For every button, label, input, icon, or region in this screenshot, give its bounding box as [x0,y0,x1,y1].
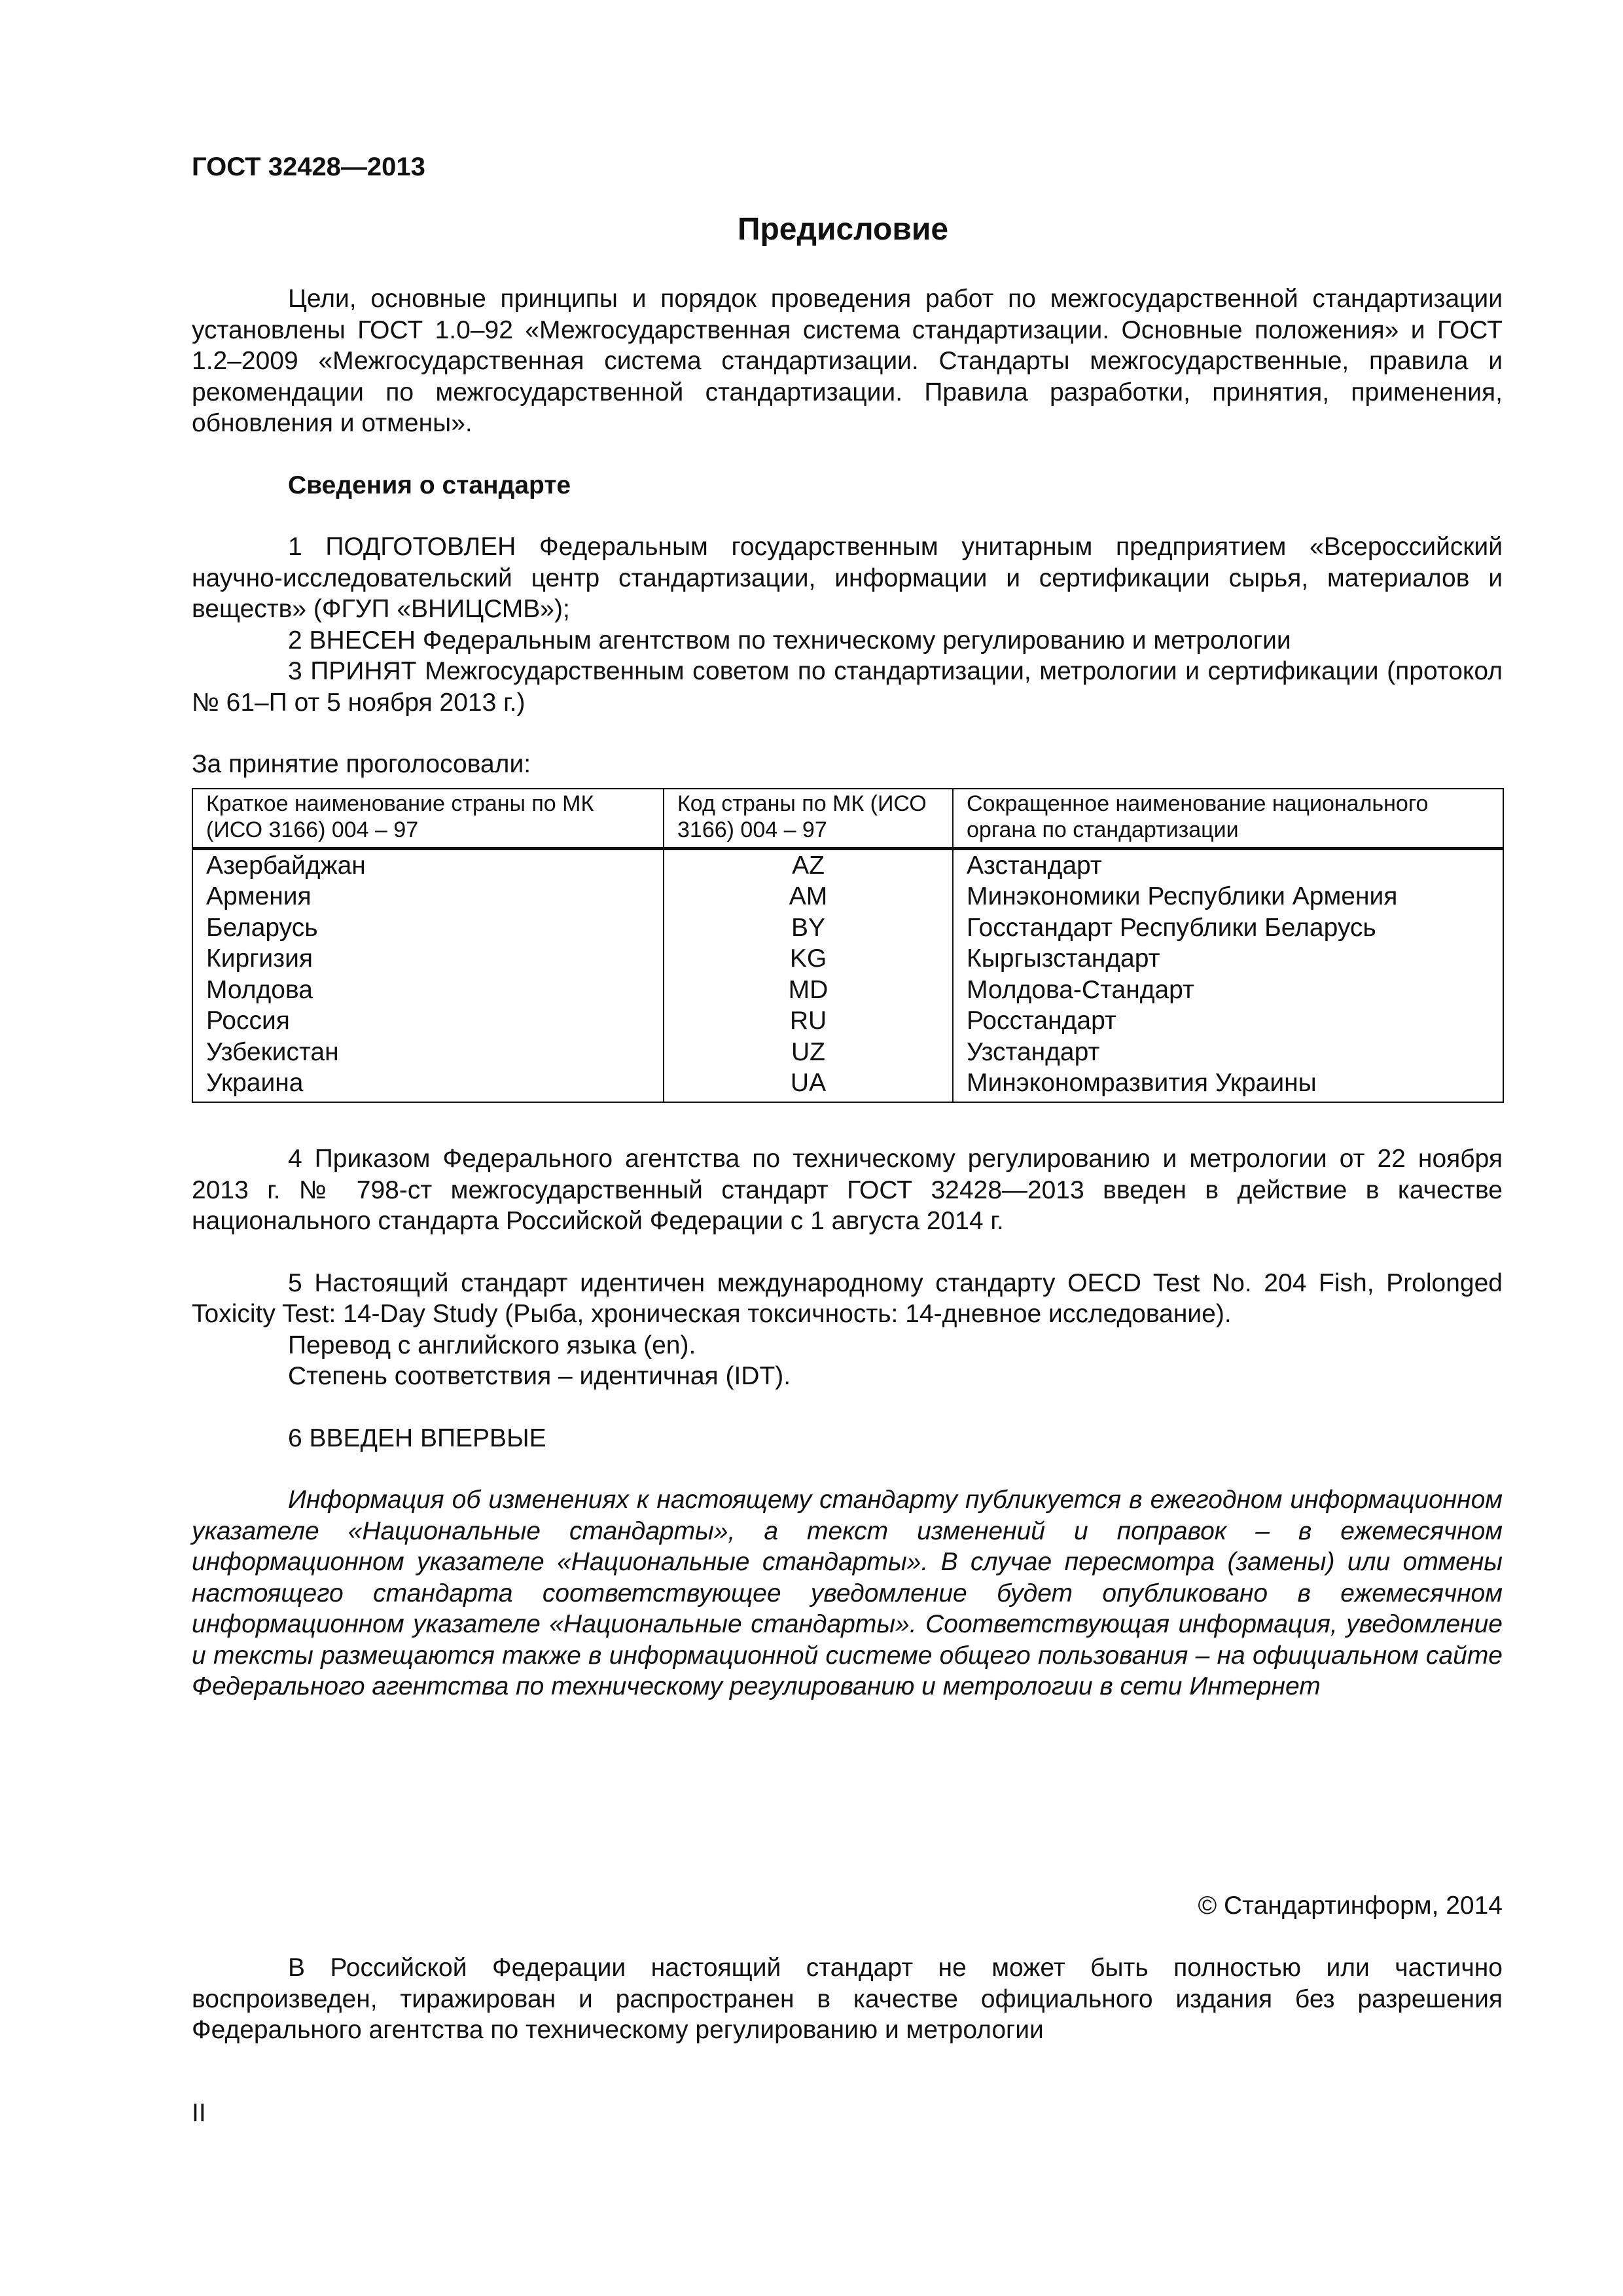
agency-cell: Минэкономики Республики Армения [953,881,1503,912]
item-2-submitted: 2 ВНЕСЕН Федеральным агентством по техническому регулированию и метрологии [288,626,1291,655]
body-top [192,283,1503,1103]
agency-cell: Молдова-Стандарт [953,975,1503,1006]
country-cell: Беларусь [192,912,664,944]
code-cell: RU [664,1005,953,1037]
table-header-row [192,789,1503,849]
column-header-country: Краткое наименование страны по МК (ИСО 3166) 004 – 97 [192,789,664,849]
info-heading: Сведения о стандарте [288,471,571,499]
item-1-prepared: 1 ПОДГОТОВЛЕН Федеральным государственным унитарным предприятием «Всероссийский научно-исследовательский центр стандартизации, информации и сертификации сырья, материалов и веществ» (ФГУП «ВНИЦСМВ»); [192,533,1503,623]
item-5-degree: Степень соответствия – идентичная (IDT). [288,1362,791,1390]
agency-cell: Кыргызстандарт [953,943,1503,975]
changes-info-paragraph: Информация об изменениях к настоящему стандарту публикуется в ежегодном информационном указателе «Национальные стандарты», а текст изменений и поправок – в ежемесячном информационном указателе «Национальные стандарты». В случае пересмотра (замены) или отмены настоящего стандарта соответствующее уведомление будет опубликовано в ежемесячном информационном указателе «Национальные стандарты». Соответствующая информация, уведомление и тексты размещаются также в информационной системе общего пользования – на официальном сайте Федерального агентства по техническому регулированию и метрологии в сети Интернет [192,1486,1503,1700]
code-cell: BY [664,912,953,944]
table-row [192,1037,1503,1068]
table-row [192,848,1503,881]
column-header-agency: Сокращенное наименование национального органа по стандартизации [953,789,1503,849]
page-title: Предисловие [737,212,949,247]
item-3-adopted: 3 ПРИНЯТ Межгосударственным советом по стандартизации, метрологии и сертификации (протокол № 61–П от 5 ноября 2013 г.) [192,657,1503,717]
restriction-block [192,1952,1503,2046]
code-cell: UA [664,1067,953,1102]
table-row [192,1067,1503,1102]
country-cell: Армения [192,881,664,912]
agency-cell: Минэкономразвития Украины [953,1067,1503,1102]
table-row [192,943,1503,975]
country-cell: Киргизия [192,943,664,975]
country-cell: Азербайджан [192,848,664,881]
intro-paragraph: Цели, основные принципы и порядок проведения работ по межгосударственной стандартизации установлены ГОСТ 1.0–92 «Межгосударственная система стандартизации. Основные положения» и ГОСТ 1.2–2009 «Межгосударственная система стандартизации. Стандарты межгосударственные, правила и рекомендации по межгосударственной стандартизации. Правила разработки, принятия, применения, обновления и отмены». [192,285,1503,437]
vote-label: За принятие проголосовали: [192,750,531,778]
restriction-paragraph: В Российской Федерации настоящий стандарт не может быть полностью или частично воспроизведен, тиражирован и распространен в качестве официального издания без разрешения Федерального агентства по техническому регулированию и метрологии [192,1954,1503,2044]
item-5-translation: Перевод с английского языка (en). [288,1331,696,1359]
copyright: © Стандартинформ, 2014 [1198,1892,1503,1920]
document-header: ГОСТ 32428—2013 [192,152,425,181]
agency-cell: Узстандарт [953,1037,1503,1068]
table-row [192,881,1503,912]
page-number: II [192,2099,206,2127]
voting-table [192,788,1504,1103]
code-cell: MD [664,975,953,1006]
code-cell: UZ [664,1037,953,1068]
country-cell: Молдова [192,975,664,1006]
country-cell: Украина [192,1067,664,1102]
table-row [192,975,1503,1006]
agency-cell: Росстандарт [953,1005,1503,1037]
body-bottom [192,1143,1503,1702]
item-4-order: 4 Приказом Федерального агентства по техническому регулированию и метрологии от 22 ноября 2013 г. № 798-ст межгосударственный стандарт ГОСТ 32428—2013 введен в действие в качестве национального стандарта Российской Федерации с 1 августа 2014 г. [192,1145,1503,1235]
agency-cell: Госстандарт Республики Беларусь [953,912,1503,944]
column-header-code: Код страны по МК (ИСО 3166) 004 – 97 [664,789,953,849]
code-cell: AZ [664,848,953,881]
country-cell: Россия [192,1005,664,1037]
code-cell: KG [664,943,953,975]
country-cell: Узбекистан [192,1037,664,1068]
code-cell: AM [664,881,953,912]
item-6-introduced: 6 ВВЕДЕН ВПЕРВЫЕ [288,1424,546,1452]
table-row [192,912,1503,944]
agency-cell: Азстандарт [953,848,1503,881]
item-5-identical: 5 Настоящий стандарт идентичен международному стандарту OECD Test No. 204 Fish, Prolonged Toxicity Test: 14-Day Study (Рыба, хроническая токсичность: 14-дневное исследование). [192,1268,1503,1328]
table-row [192,1005,1503,1037]
